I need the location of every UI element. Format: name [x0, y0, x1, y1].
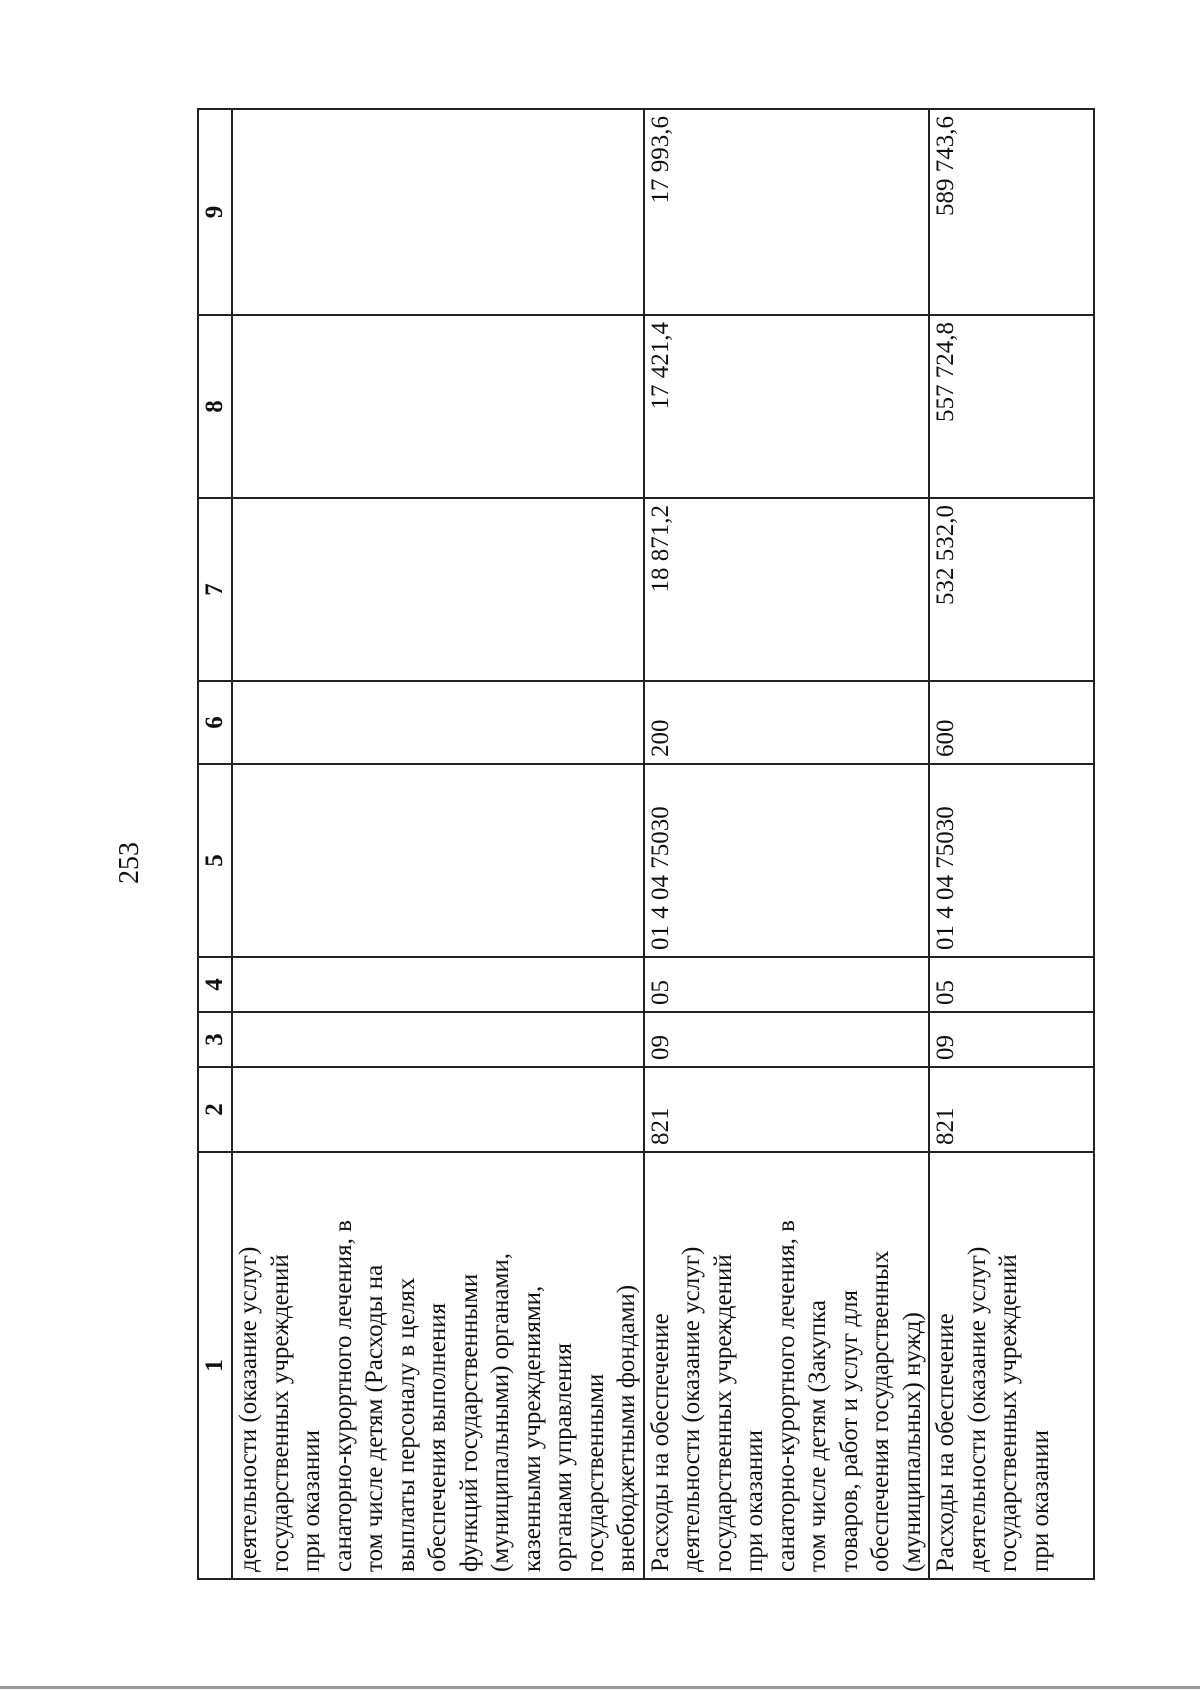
amount-col-7-cell: 532 532,0	[929, 498, 1094, 681]
section-code-cell: 09	[644, 1012, 930, 1067]
header-col-7: 7	[198, 498, 232, 681]
expense-type-cell: 200	[644, 681, 930, 764]
description-line: Расходы на обеспечение	[646, 1313, 674, 1572]
description-line: деятельности (оказание услуг)	[678, 1246, 705, 1572]
section-code-cell: 09	[929, 1012, 1094, 1067]
description-line: том числе детям (Закупка	[804, 1299, 831, 1572]
subsection-code-cell	[232, 957, 644, 1012]
table-body	[232, 109, 1094, 1579]
ministry-code-cell	[232, 1067, 644, 1152]
amount-col-7-cell	[232, 498, 644, 681]
subsection-code-cell: 05	[929, 957, 1094, 1012]
subsection-code-cell: 05	[644, 957, 930, 1012]
row-description	[929, 1152, 1094, 1579]
description-line: функций государственными	[455, 1273, 483, 1572]
header-col-6: 6	[198, 681, 232, 764]
target-article-cell: 01 4 04 75030	[644, 764, 930, 957]
header-col-8: 8	[198, 315, 232, 498]
amount-col-8-cell	[232, 315, 644, 498]
header-col-4: 4	[198, 957, 232, 1012]
description-line: казенными учреждениями,	[518, 1285, 546, 1572]
description-line: деятельности (оказание услуг)	[963, 1246, 991, 1572]
description-line: государственными	[581, 1373, 609, 1572]
description-line: (муниципальных) нужд)	[898, 1312, 926, 1572]
table-row	[644, 109, 930, 1579]
ministry-code-cell: 821	[929, 1067, 1094, 1152]
description-line: государственных учреждений	[266, 1254, 294, 1572]
amount-col-8-cell: 17 421,4	[644, 315, 930, 498]
amount-col-9-cell: 589 743,6	[929, 109, 1094, 315]
description-line: внебюджетными фондами)	[613, 1284, 640, 1572]
target-article-cell: 01 4 04 75030	[929, 764, 1094, 957]
description-line: (муниципальными) органами,	[487, 1253, 514, 1572]
header-col-3: 3	[198, 1012, 232, 1067]
amount-col-9-cell: 17 993,6	[644, 109, 930, 315]
expense-type-cell	[232, 681, 644, 764]
description-line: государственных учреждений	[995, 1254, 1022, 1572]
description-line: при оказании	[1026, 1430, 1054, 1572]
description-line: товаров, работ и услуг для	[835, 1289, 863, 1572]
rotated-table-container	[197, 110, 1087, 1580]
amount-col-8-cell: 557 724,8	[929, 315, 1094, 498]
description-line: при оказании	[741, 1430, 768, 1572]
description-line: органами управления	[550, 1342, 577, 1572]
description-line: при оказании	[298, 1430, 325, 1572]
header-col-5: 5	[198, 764, 232, 957]
description-line: деятельности (оказание услуг)	[235, 1246, 262, 1572]
amount-col-9-cell	[232, 109, 644, 315]
section-code-cell	[232, 1012, 644, 1067]
table-row	[929, 109, 1094, 1579]
header-col-1: 1	[198, 1152, 232, 1579]
table-row	[232, 109, 644, 1579]
description-line: том числе детям (Расходы на	[361, 1264, 388, 1572]
description-line: выплаты персоналу в целях	[392, 1277, 420, 1572]
header-col-9: 9	[198, 109, 232, 315]
amount-col-7-cell: 18 871,2	[644, 498, 930, 681]
description-line: обеспечения выполнения	[424, 1302, 451, 1572]
row-description	[232, 1152, 644, 1579]
budget-table	[197, 108, 1095, 1580]
description-line: санаторно-курортного лечения, в	[329, 1220, 357, 1572]
row-description	[644, 1152, 930, 1579]
description-line: Расходы на обеспечение	[932, 1313, 959, 1572]
bottom-rule	[0, 1686, 1200, 1689]
description-line: санаторно-курортного лечения, в	[772, 1220, 800, 1572]
expense-type-cell: 600	[929, 681, 1094, 764]
page-number: 253	[114, 842, 145, 884]
ministry-code-cell: 821	[644, 1067, 930, 1152]
description-line: государственных учреждений	[709, 1254, 737, 1572]
target-article-cell	[232, 764, 644, 957]
header-row	[198, 109, 232, 1579]
header-col-2: 2	[198, 1067, 232, 1152]
description-line: обеспечения государственных	[867, 1250, 894, 1572]
